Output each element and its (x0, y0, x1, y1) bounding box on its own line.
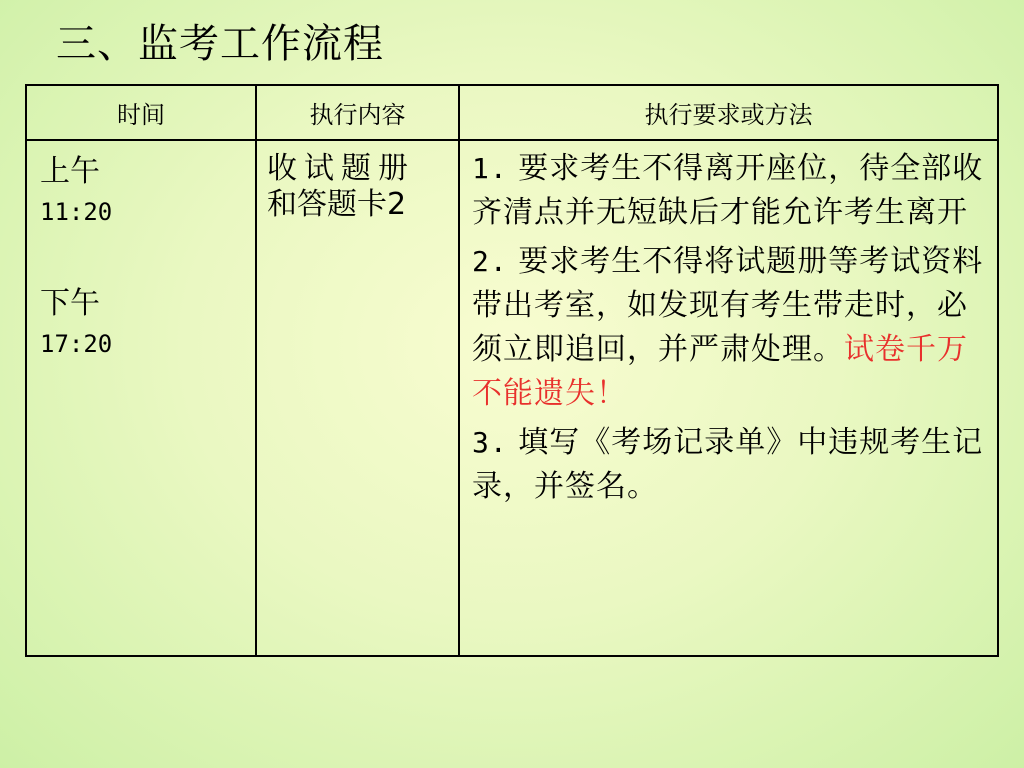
requirement-number: 1. (472, 152, 508, 185)
content-cell (256, 140, 459, 656)
requirement-text: 填写《考场记录单》中违规考生记录，并签名。 (472, 425, 984, 504)
content-text-line1: 收试题册 (267, 151, 415, 186)
header-content: 执行内容 (256, 85, 459, 140)
requirement-text: 要求考生不得离开座位，待全部收齐清点并无短缺后才能允许考生离开 (472, 151, 984, 230)
pm-label: 下午 (40, 286, 100, 321)
requirement-item-2 (472, 240, 991, 416)
table-row (26, 140, 998, 656)
requirement-warning: 试卷千万不能遗失！ (472, 332, 968, 411)
requirement-item-3 (472, 421, 991, 509)
header-requirements: 执行要求或方法 (459, 85, 998, 140)
am-label: 上午 (40, 154, 100, 189)
header-time: 时间 (26, 85, 256, 140)
requirement-number: 3. (472, 426, 508, 459)
requirement-text: 要求考生不得将试题册等考试资料带出考室，如发现有考生带走时，必须立即追回，并严肃处理。 (472, 244, 984, 367)
requirement-item-1 (472, 147, 991, 235)
pm-time: 17:20 (40, 330, 113, 358)
requirement-number: 2. (472, 245, 508, 278)
am-time: 11:20 (40, 198, 113, 226)
page-title: 三、监考工作流程 (56, 21, 384, 67)
requirements-cell (459, 140, 998, 656)
workflow-table (25, 84, 999, 657)
table-header-row (26, 85, 998, 140)
time-cell (26, 140, 256, 656)
content-text-line2: 和答题卡2 (267, 187, 407, 222)
